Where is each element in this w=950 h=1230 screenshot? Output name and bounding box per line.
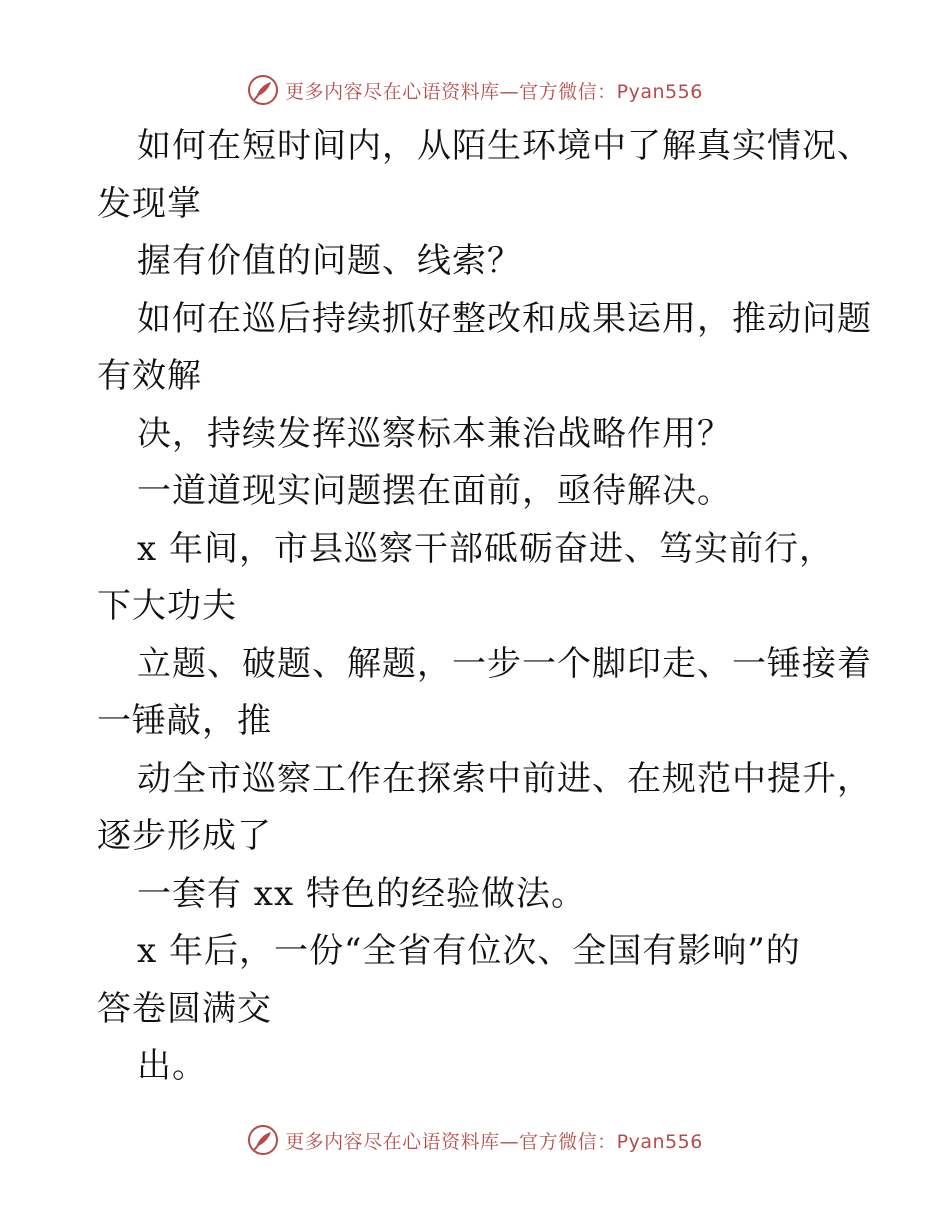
text-line: x 年后，一份“全省有位次、全国有影响”的 [137, 931, 801, 971]
text-line: 立题、破题、解题，一步一个脚印走、一锤接着 [137, 643, 872, 684]
text-line: 如何在巡后持续抓好整改和成果运用，推动问题 [137, 298, 872, 339]
text-line: 下大功夫 [97, 586, 237, 626]
feather-pen-logo-icon [247, 1124, 279, 1156]
footer-banner-text: 更多内容尽在心语资料库—官方微信：Pyan556 [285, 1130, 703, 1153]
feather-pen-logo-icon [247, 74, 279, 106]
text-line: 动全市巡察工作在探索中前进、在规范中提升， [137, 758, 872, 799]
text-line: 逐步形成了 [97, 816, 272, 856]
text-line: 发现掌 [97, 183, 202, 224]
text-line: 如何在短时间内，从陌生环境中了解真实情况、 [137, 126, 872, 166]
text-line: 一锤敲，推 [97, 701, 272, 741]
text-line: 有效解 [97, 356, 202, 396]
text-line: x 年间，市县巡察干部砥砺奋进、笃实前行， [137, 528, 834, 569]
text-line: 决，持续发挥巡察标本兼治战略作用？ [137, 413, 732, 454]
text-line: 握有价值的问题、线索？ [137, 241, 522, 281]
text-line: 一道道现实问题摆在面前，亟待解决。 [137, 471, 732, 511]
text-line: 一套有 xx 特色的经验做法。 [137, 873, 586, 914]
header-banner [0, 70, 950, 110]
footer-banner [0, 1120, 950, 1160]
document-body [97, 118, 872, 1096]
header-banner-text: 更多内容尽在心语资料库—官方微信：Pyan556 [285, 80, 703, 103]
text-line: 答卷圆满交 [97, 988, 272, 1029]
text-line: 出。 [137, 1046, 207, 1086]
